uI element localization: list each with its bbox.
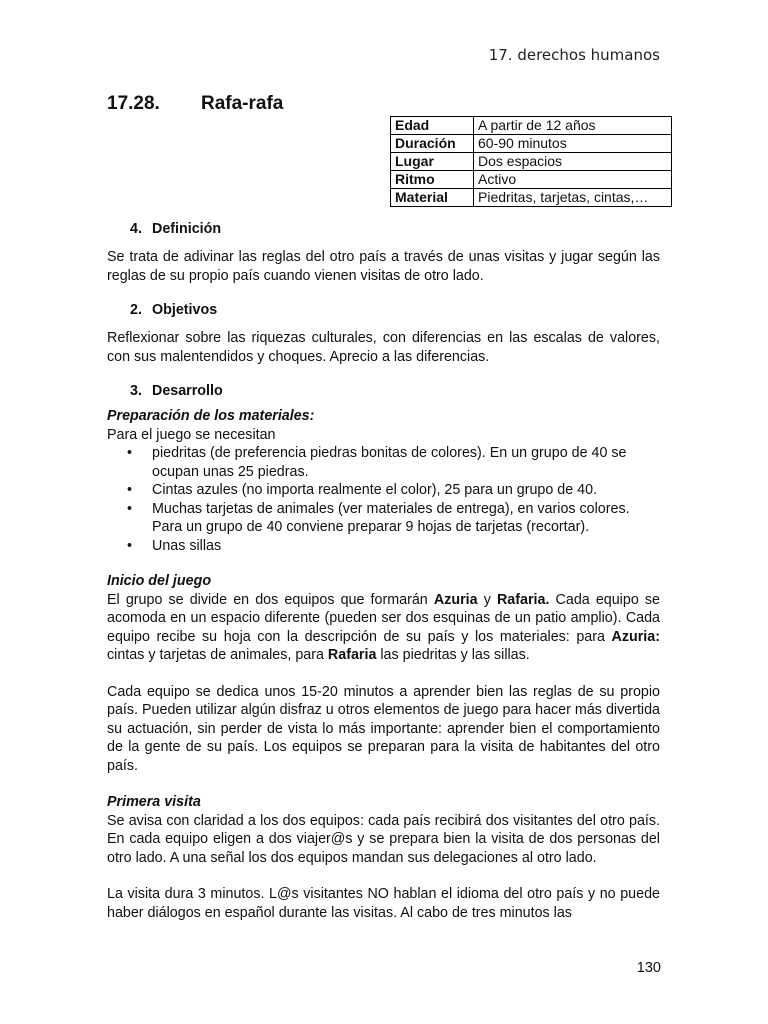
inicio-heading: Inicio del juego — [107, 573, 212, 589]
list-item-text: Unas sillas — [152, 537, 222, 554]
table-value: Activo — [474, 171, 672, 189]
bullet: • — [127, 537, 133, 554]
running-header: 17. derechos humanos — [488, 46, 660, 64]
table-value: Dos espacios — [474, 153, 672, 171]
visita-heading: Primera visita — [107, 794, 201, 810]
table-row — [391, 135, 672, 153]
heading-number: 4. — [130, 221, 142, 237]
table-key: Duración — [391, 135, 474, 153]
country-name: Azuria: — [611, 628, 660, 645]
table-row — [391, 153, 672, 171]
text-run: Cada equipo se acomoda en un espacio diferente (pueden ser dos esquinas de un patio amplio). Cada equipo recibe su hoja con la descripción de su país y los materiales: para — [107, 591, 660, 645]
visita-paragraph-1: Se avisa con claridad a los dos equipos: cada país recibirá dos visitantes del otro país. En cada equipo eligen a dos viajer@s y se prepara bien la visita de dos personas del otro lado. A una señal los dos equipos mandan sus delegaciones al otro lado. — [107, 812, 660, 866]
heading-number: 2. — [130, 302, 142, 318]
info-table — [390, 116, 672, 207]
inicio-paragraph-2: Cada equipo se dedica unos 15-20 minutos a aprender bien las reglas de su propio país. Pueden utilizar algún disfraz u otros elementos de juego para hacer más divertida su actuación, sin perder de vista lo más importante: aprender bien el comportamiento de la gente de su país. Los equipos se preparan para la visita de habitantes del otro país. — [107, 683, 660, 774]
bullet: • — [127, 445, 133, 461]
definicion-text: Se trata de adivinar las reglas del otro país a través de unas visitas y jugar según las reglas de su propio país cuando vienen visitas de otro lado. — [107, 249, 660, 284]
section-number: 17.28. — [107, 93, 160, 114]
heading-text: Definición — [152, 221, 222, 237]
text-run: El grupo se divide en dos equipos que formarán — [107, 591, 434, 608]
text-run: cintas y tarjetas de animales, para — [107, 647, 328, 663]
desarrollo-heading — [130, 383, 223, 399]
inicio-paragraph-1 — [107, 591, 660, 665]
country-name: Rafaria — [327, 647, 377, 663]
section-name: Rafa-rafa — [201, 93, 284, 114]
table-value: 60-90 minutos — [474, 135, 672, 153]
list-item-text: Muchas tarjetas de animales (ver materiales de entrega), en varios colores. Para un grupo de 40 conviene preparar 9 hojas de tarjetas (recortar). — [152, 500, 630, 535]
country-name: Rafaria. — [496, 591, 550, 608]
heading-number: 3. — [130, 383, 142, 399]
list-item — [107, 537, 660, 556]
bullet: • — [127, 482, 133, 498]
table-key: Lugar — [391, 153, 474, 171]
section-title — [107, 93, 283, 115]
table-key: Edad — [391, 117, 474, 135]
table-row — [391, 171, 672, 189]
list-item-text: piedritas (de preferencia piedras bonitas de colores). En un grupo de 40 se ocupan unas 25 piedras. — [152, 445, 627, 480]
list-item — [107, 444, 660, 481]
heading-text: Objetivos — [152, 302, 218, 318]
visita-paragraph-2: La visita dura 3 minutos. L@s visitantes NO hablan el idioma del otro país y no puede haber diálogos en español durante las visitas. Al cabo de tres minutos las — [107, 886, 660, 921]
table-row — [391, 117, 672, 135]
objetivos-text: Reflexionar sobre las riquezas culturales, con diferencias en las escalas de valores, con sus malentendidos y choques. Aprecio a las diferencias. — [107, 330, 660, 365]
list-item — [107, 481, 660, 500]
definicion-heading — [130, 221, 221, 237]
text-run: las piedritas y las sillas. — [376, 647, 530, 663]
desarrollo-body — [107, 407, 660, 922]
table-row — [391, 189, 672, 207]
objetivos-heading — [130, 302, 217, 318]
bullet: • — [127, 500, 133, 517]
table-value: A partir de 12 años — [474, 117, 672, 135]
text-run: y — [477, 591, 497, 608]
prep-heading: Preparación de los materiales: — [107, 408, 315, 424]
page-number: 130 — [636, 960, 661, 976]
table-value: Piedritas, tarjetas, cintas,… — [474, 189, 672, 207]
table-key: Ritmo — [391, 171, 474, 189]
prep-intro: Para el juego se necesitan — [107, 426, 276, 443]
list-item — [107, 500, 660, 537]
materials-list — [107, 444, 660, 555]
country-name: Azuria — [433, 591, 478, 608]
list-item-text: Cintas azules (no importa realmente el color), 25 para un grupo de 40. — [152, 482, 598, 498]
table-key: Material — [391, 189, 474, 207]
heading-text: Desarrollo — [152, 383, 223, 399]
